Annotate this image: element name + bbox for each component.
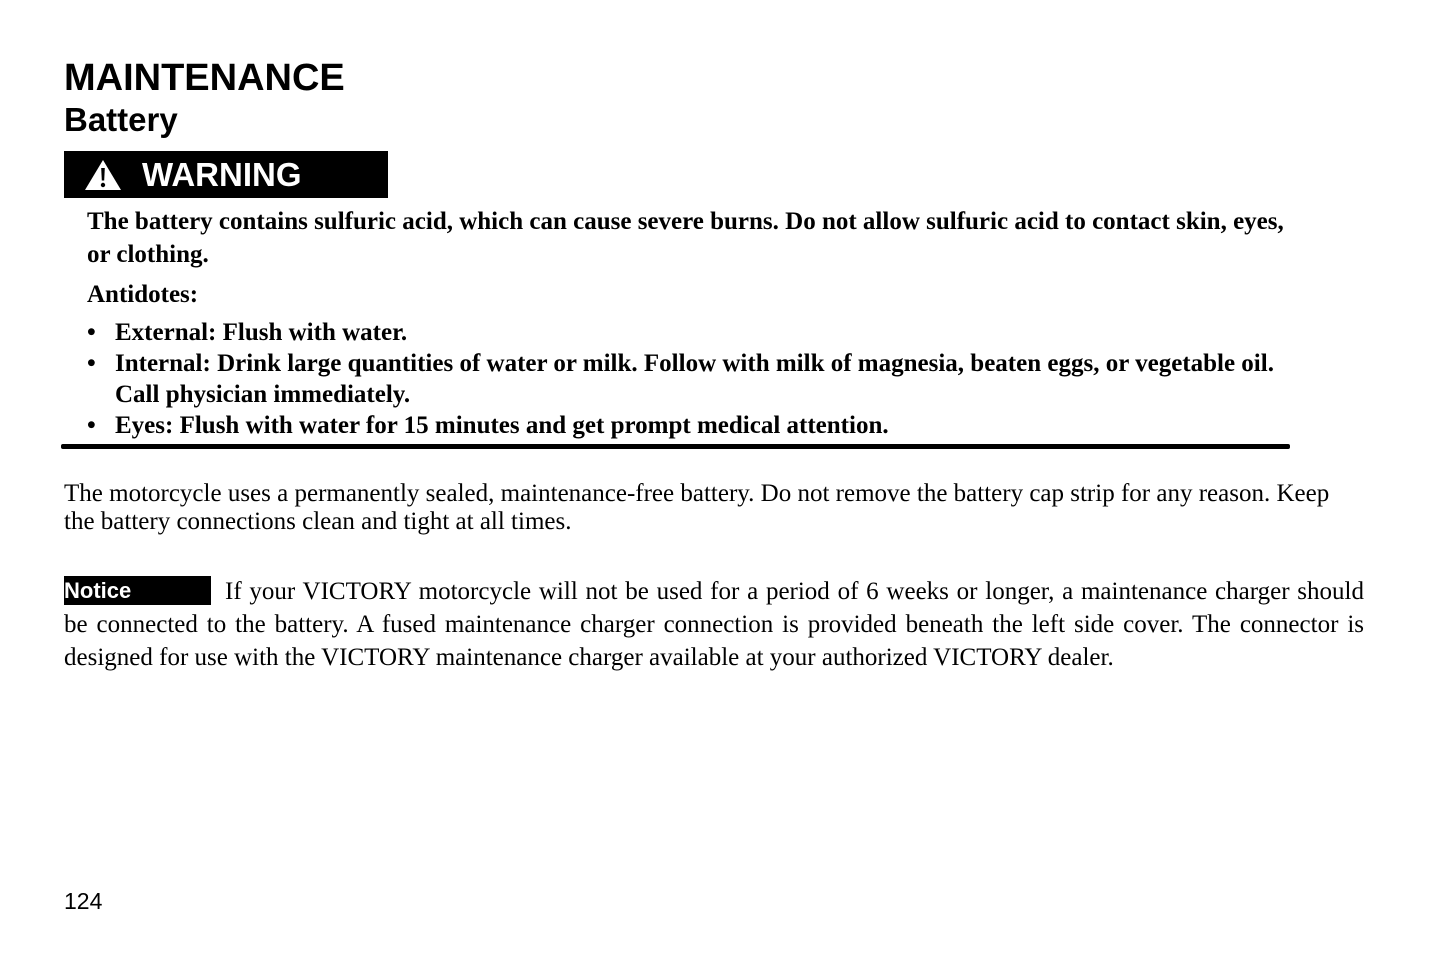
bullet-icon: • [87,412,96,439]
warning-label: WARNING [142,156,302,193]
warning-triangle-icon [84,159,122,191]
page-number: 124 [64,888,103,914]
antidote-text: Internal: Drink large quantities of water or milk. Follow with milk of magnesia, beaten eggs, or vegetable oil. Call physician immediately. [115,350,1274,408]
notice-text: If your VICTORY motorcycle will not be used for a period of 6 weeks or longer, a maintenance charger should be connected to the battery. A fused maintenance charger connection is provided beneath the left side cover. The connector is designed for use with the VICTORY maintenance charger available at your authorized VICTORY dealer. [64,578,1364,671]
list-item [87,410,1287,441]
notice-badge: Notice [64,576,211,605]
warning-statement: The battery contains sulfuric acid, which can cause severe burns. Do not allow sulfuric acid to contact skin, eyes, or clothing. [87,208,1284,268]
bullet-icon: • [87,319,96,346]
warning-banner [64,151,388,198]
notice-paragraph [64,575,1364,674]
section-title: MAINTENANCE [64,57,345,99]
antidote-text: Eyes: Flush with water for 15 minutes and get prompt medical attention. [115,412,889,439]
antidote-list [87,317,1287,441]
body-paragraph: The motorcycle uses a permanently sealed, maintenance-free battery. Do not remove the battery cap strip for any reason. Keep the battery connections clean and tight at all times. [64,480,1330,535]
antidote-text: External: Flush with water. [115,319,408,346]
antidotes-heading: Antidotes: [87,281,199,308]
bullet-icon: • [87,350,96,377]
list-item [87,348,1287,410]
warning-body [87,205,1287,271]
list-item [87,317,1287,348]
warning-divider [61,444,1290,449]
subsection-title: Battery [64,101,178,138]
